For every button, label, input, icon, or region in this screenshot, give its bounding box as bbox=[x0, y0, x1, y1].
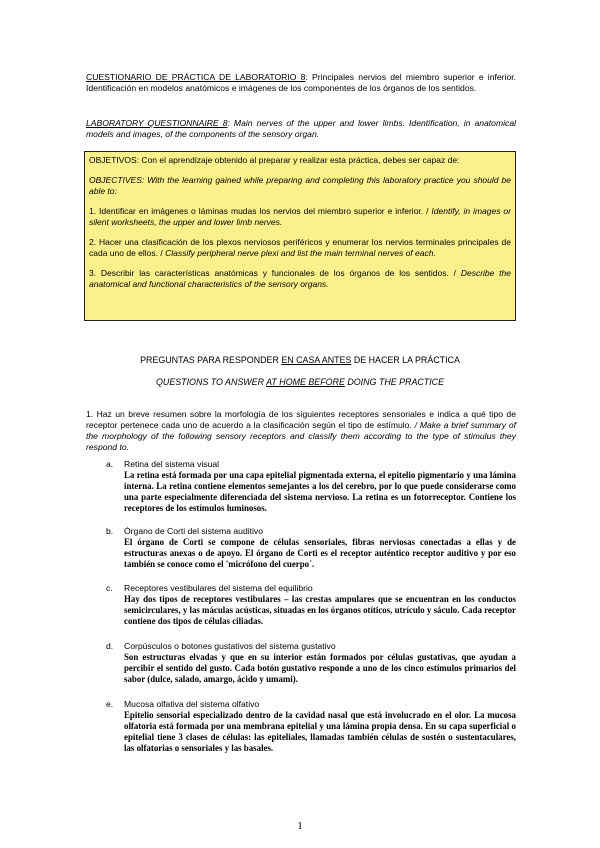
item-answer: La retina está formada por una capa epitelial pigmentada externa, el epitelio pigmentario y una lámina interna. La retina contiene elementos semejantes a los del cerebro, por lo que puede considerarse como una parte especialmente diferenciada del sistema nervioso. La retina es un fotorreceptor. Contiene los receptores de los estímulos luminosos. bbox=[124, 470, 516, 513]
objective-text-es: 3. Describir las características anatómicas y funcionales de los órganos de los sentidos. / bbox=[89, 268, 457, 278]
list-item bbox=[106, 699, 516, 754]
item-label: d. Corpúsculos o botones gustativos del sistema gustativo bbox=[106, 641, 336, 651]
item-answer: Son estructuras elvadas y que en su interior están formados por células gustativas, que ayudan a percibir el sentido del gusto. Cada botón gustativo responde a uno de los cinco estímulos primarios del sabor (dulce, salado, amargo, ácido y umami). bbox=[124, 652, 516, 684]
objectives-box bbox=[84, 151, 516, 321]
item-label: c. Receptores vestibulares del sistema del equilibrio bbox=[106, 583, 313, 593]
item-answer: Hay dos tipos de receptores vestibulares – las crestas ampulares que se encuentran en los conductos semicirculares, y las máculas acústicas, situadas en los órganos otíticos, utrículo y sáculo. Cada receptor contiene dos tipos de células ciliadas. bbox=[124, 594, 516, 626]
item-answer: El órgano de Corti se compone de células sensoriales, fibras nerviosas conectadas a ellas y de estructuras anexas o de apoyo. El órgano de Corti es el receptor auténtico receptor auditivo y por eso también se conoce como el 'micrófono del cuerpo´. bbox=[124, 537, 516, 569]
questionnaire-title-en: LABORATORY QUESTIONNAIRE 8 bbox=[86, 118, 228, 128]
page-number: 1 bbox=[297, 820, 303, 832]
objective-text-es: 2. Hacer una clasificación de los plexos nerviosos periféricos y enumerar los nervios terminales principales de cada uno de ellos. / bbox=[89, 237, 511, 258]
intro-text-es: : Principales nervios del miembro superior e inferior. Identificación en modelos anatómicos e imágenes de los componentes de los órganos de los sentidos. bbox=[86, 72, 516, 93]
objectives-intro-en: OBJECTIVES: With the learning gained while preparing and completing this laboratory practice you should be able to: bbox=[89, 175, 511, 196]
objective-text-en: Identify, in images or silent worksheets, the upper and lower limb nerves. bbox=[89, 206, 511, 227]
intro-english bbox=[86, 118, 516, 140]
section-heading-en: QUESTIONS TO ANSWER AT HOME BEFORE DOING THE PRACTICE bbox=[156, 377, 444, 387]
item-label: b. Órgano de Corti del sistema auditivo bbox=[106, 526, 264, 536]
item-answer: Epitelio sensorial especializado dentro de la cavidad nasal que está involucrado en el olor. La mucosa olfatoria está formada por una membrana epitelial y una lámina propia densa. En su capa superficial o epitelial tiene 3 clases de células: las epiteliales, llamadas también células de sostén o sustentaculares, las olfatorias o sensoriales y las basales. bbox=[124, 710, 516, 753]
questionnaire-title-es: CUESTIONARIO DE PRÁCTICA DE LABORATORIO 8 bbox=[86, 72, 306, 82]
item-label: e. Mucosa olfativa del sistema olfativo bbox=[106, 699, 260, 709]
list-item bbox=[106, 526, 516, 570]
objective-item bbox=[89, 206, 511, 228]
list-item bbox=[106, 583, 516, 627]
question-text-en: / Make a brief summary of the morphology of the following sensory receptors and classify them according to the type of stimulus they respond to. bbox=[86, 420, 516, 452]
question-text-es: 1. Haz un breve resumen sobre la morfología de los siguientes receptores sensoriales e indica a qué tipo de receptor pertenece cada uno de acuerdo a la clasificación según el tipo de estímulo. bbox=[86, 409, 516, 430]
intro-text-en: : Main nerves of the upper and lower limbs. Identification, in anatomical models and images, of the components of the sensory organ. bbox=[86, 118, 517, 139]
intro-spanish bbox=[86, 72, 516, 94]
question-1 bbox=[86, 409, 516, 453]
objective-item bbox=[89, 237, 511, 259]
objective-item bbox=[89, 268, 511, 290]
item-label: a. Retina del sistema visual bbox=[106, 459, 220, 469]
list-item bbox=[106, 641, 516, 685]
objective-text-es: 1. Identificar en imágenes o láminas mudas los nervios del miembro superior e inferior. / bbox=[89, 206, 429, 216]
list-item bbox=[106, 459, 516, 514]
section-heading-es: PREGUNTAS PARA RESPONDER EN CASA ANTES DE HACER LA PRÁCTICA bbox=[140, 355, 460, 365]
objective-text-en: Classify peripheral nerve plexi and list the main terminal nerves of each. bbox=[162, 248, 436, 258]
objectives-intro-es: OBJETIVOS: Con el aprendizaje obtenido al preparar y realizar esta práctica, debes ser capaz de: bbox=[89, 155, 460, 165]
objective-text-en: Describe the anatomical and functional characteristics of the sensory organs. bbox=[89, 268, 511, 289]
